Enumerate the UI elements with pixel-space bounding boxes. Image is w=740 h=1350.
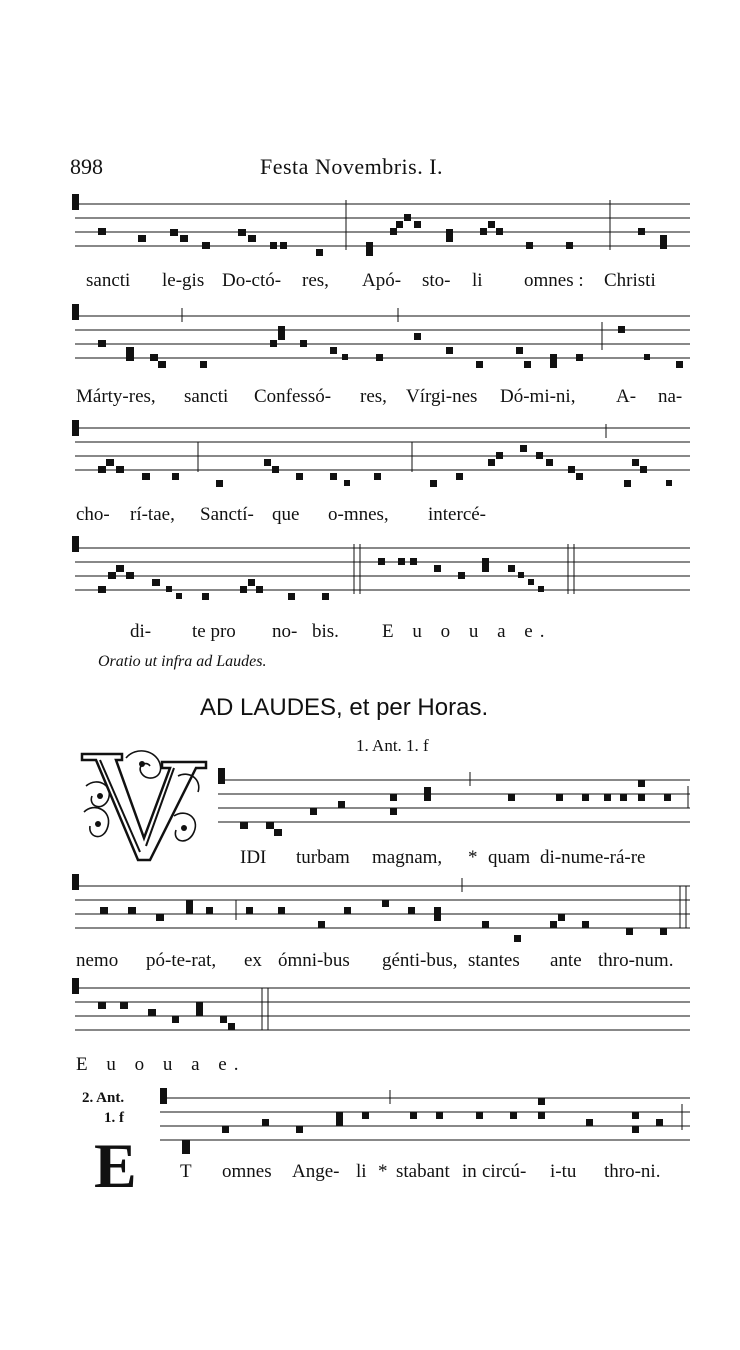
lyric-word: omnes : — [524, 270, 584, 291]
neumes — [72, 420, 672, 487]
lyric-word: * — [378, 1161, 388, 1182]
lyric-word: li — [472, 270, 483, 291]
lyric-word: cho- — [76, 504, 110, 525]
lyric-word: in — [462, 1161, 477, 1182]
section-title: AD LAUDES, et per Horas. — [200, 694, 489, 721]
neumes — [72, 874, 667, 942]
lyric-word: pó-te-rat, — [146, 950, 217, 971]
lyric-word: sancti — [86, 270, 131, 291]
lyric-word: Dó-mi-ni, — [500, 386, 576, 407]
antiphon-2-mode: 1. f — [104, 1110, 124, 1126]
lyric-word: te pro — [192, 621, 236, 642]
lyric-word: turbam — [296, 847, 350, 868]
chant-staff-7 — [0, 976, 740, 1046]
lyric-word: rí-tae, — [130, 504, 175, 525]
chant-staff-4 — [0, 534, 740, 614]
lyric-word: T — [180, 1161, 192, 1182]
lyric-word: ómni-bus — [278, 950, 350, 971]
lyric-word: Christi — [604, 270, 656, 291]
lyric-word: thro-num. — [598, 950, 674, 971]
lyric-word: Apó- — [362, 270, 402, 291]
lyric-word: génti-bus, — [382, 950, 458, 971]
rubric-oratio: Oratio ut infra ad Laudes. — [98, 653, 267, 670]
lyric-word: Márty-res, — [76, 386, 156, 407]
lyric-word: le-gis — [162, 270, 205, 291]
lyric-word: thro-ni. — [604, 1161, 661, 1182]
page-number: 898 — [70, 154, 103, 179]
chant-staff-5 — [0, 758, 740, 848]
lyric-word: A- — [616, 386, 637, 407]
lyric-word: circú- — [482, 1161, 527, 1182]
lyric-word: intercé- — [428, 504, 487, 525]
lyric-word: que — [272, 504, 300, 525]
lyric-word: res, — [302, 270, 329, 291]
lyric-word: di-nume-rá-re — [540, 847, 646, 868]
lyric-word: li — [356, 1161, 367, 1182]
lyric-word: Ange- — [292, 1161, 340, 1182]
neumes — [218, 768, 671, 836]
page-title: Festa Novembris. I. — [260, 154, 444, 179]
lyric-word: stantes — [468, 950, 520, 971]
lyric-word: Do-ctó- — [222, 270, 282, 291]
antiphon-2-label: 2. Ant. — [82, 1090, 125, 1106]
lyric-word: quam — [488, 847, 531, 868]
chant-staff-2 — [0, 300, 740, 390]
lyric-word: * — [468, 847, 478, 868]
euouae-1: E u o u a e. — [76, 1054, 246, 1075]
lyric-word: bis. — [312, 621, 339, 642]
lyric-word: nemo — [76, 950, 119, 971]
lyric-word: sancti — [184, 386, 229, 407]
chant-staff-1 — [0, 190, 740, 270]
antiphon-1-label: 1. Ant. 1. f — [356, 736, 429, 755]
lyric-word: na- — [658, 386, 683, 407]
lyric-word: o-mnes, — [328, 504, 389, 525]
lyric-word: di- — [130, 621, 152, 642]
lyric-word: no- — [272, 621, 298, 642]
initial-e: E — [94, 1130, 137, 1201]
chant-staff-6 — [0, 870, 740, 960]
lyric-word: Sanctí- — [200, 504, 254, 525]
lyric-word: sto- — [422, 270, 451, 291]
lyric-word: res, — [360, 386, 387, 407]
lyric-word: Vírgi-nes — [406, 386, 478, 407]
lyric-word: omnes — [222, 1161, 272, 1182]
lyric-word: ex — [244, 950, 262, 971]
lyric-word: E u o u a e. — [382, 621, 552, 642]
lyric-word: ante — [550, 950, 582, 971]
lyric-word: magnam, — [372, 847, 443, 868]
neumes — [72, 194, 667, 256]
lyric-word: IDI — [240, 847, 267, 868]
neumes — [72, 978, 235, 1030]
chant-staff-3 — [0, 416, 740, 506]
lyric-word: stabant — [396, 1161, 450, 1182]
lyric-word: i-tu — [550, 1161, 577, 1182]
lyric-word: Confessó- — [254, 386, 332, 407]
